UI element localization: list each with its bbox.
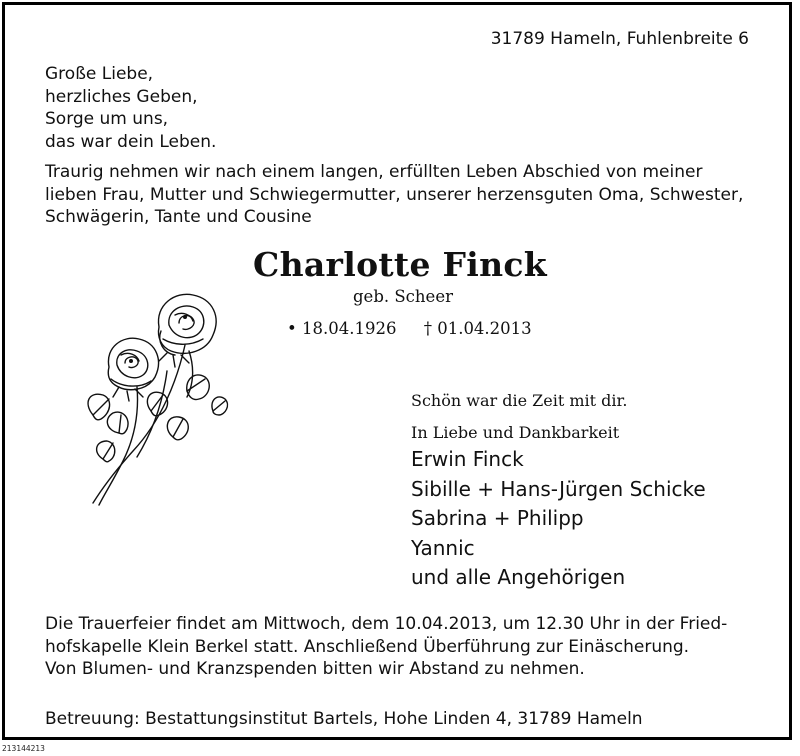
reference-number: 213144213: [2, 744, 45, 753]
mourner: Erwin Finck: [411, 447, 524, 471]
life-dates: [287, 319, 532, 338]
family-address: 31789 Hameln, Fuhlenbreite 6: [490, 29, 749, 49]
death-date: † 01.04.2013: [423, 319, 532, 338]
poem-line: Sorge um uns,: [45, 109, 169, 129]
service-line: Von Blumen- und Kranzspenden bitten wir Abstand zu nehmen.: [45, 659, 585, 679]
mourners-list: [411, 445, 706, 593]
birth-name: geb. Scheer: [353, 287, 453, 306]
mourner: Yannic: [411, 535, 475, 560]
undertaker-info: Betreuung: Bestattungsinstitut Bartels, Hohe Linden 4, 31789 Hameln: [45, 709, 643, 729]
obituary-notice: [2, 2, 792, 740]
poem-line: das war dein Leben.: [45, 131, 217, 152]
rose-illustration-icon: [63, 281, 235, 507]
intro-text: [45, 161, 743, 229]
intro-line: Schwägerin, Tante und Cousine: [45, 207, 312, 227]
mourner: und alle Angehörigen: [411, 565, 626, 589]
poem-line: herzliches Geben,: [45, 86, 198, 107]
birth-date: • 18.04.1926: [287, 319, 397, 338]
service-info: [45, 613, 727, 681]
mourner: Sibille + Hans-Jürgen Schicke: [411, 476, 706, 501]
mourner: Sabrina + Philipp: [411, 506, 584, 530]
service-line: hofskapelle Klein Berkel statt. Anschließend Überführung zur Einäscherung.: [45, 636, 690, 657]
quote: Schön war die Zeit mit dir.: [411, 391, 628, 410]
thanks-line: In Liebe und Dankbarkeit: [411, 423, 620, 442]
intro-line: Traurig nehmen wir nach einem langen, erfüllten Leben Abschied von meiner: [45, 162, 703, 182]
intro-line: lieben Frau, Mutter und Schwiegermutter, unserer herzensguten Oma, Schwester,: [45, 184, 744, 205]
poem: [45, 63, 216, 153]
poem-line: Große Liebe,: [45, 64, 154, 84]
deceased-name: Charlotte Finck: [253, 245, 547, 284]
service-line: Die Trauerfeier findet am Mittwoch, dem 10.04.2013, um 12.30 Uhr in der Fried-: [45, 614, 728, 634]
